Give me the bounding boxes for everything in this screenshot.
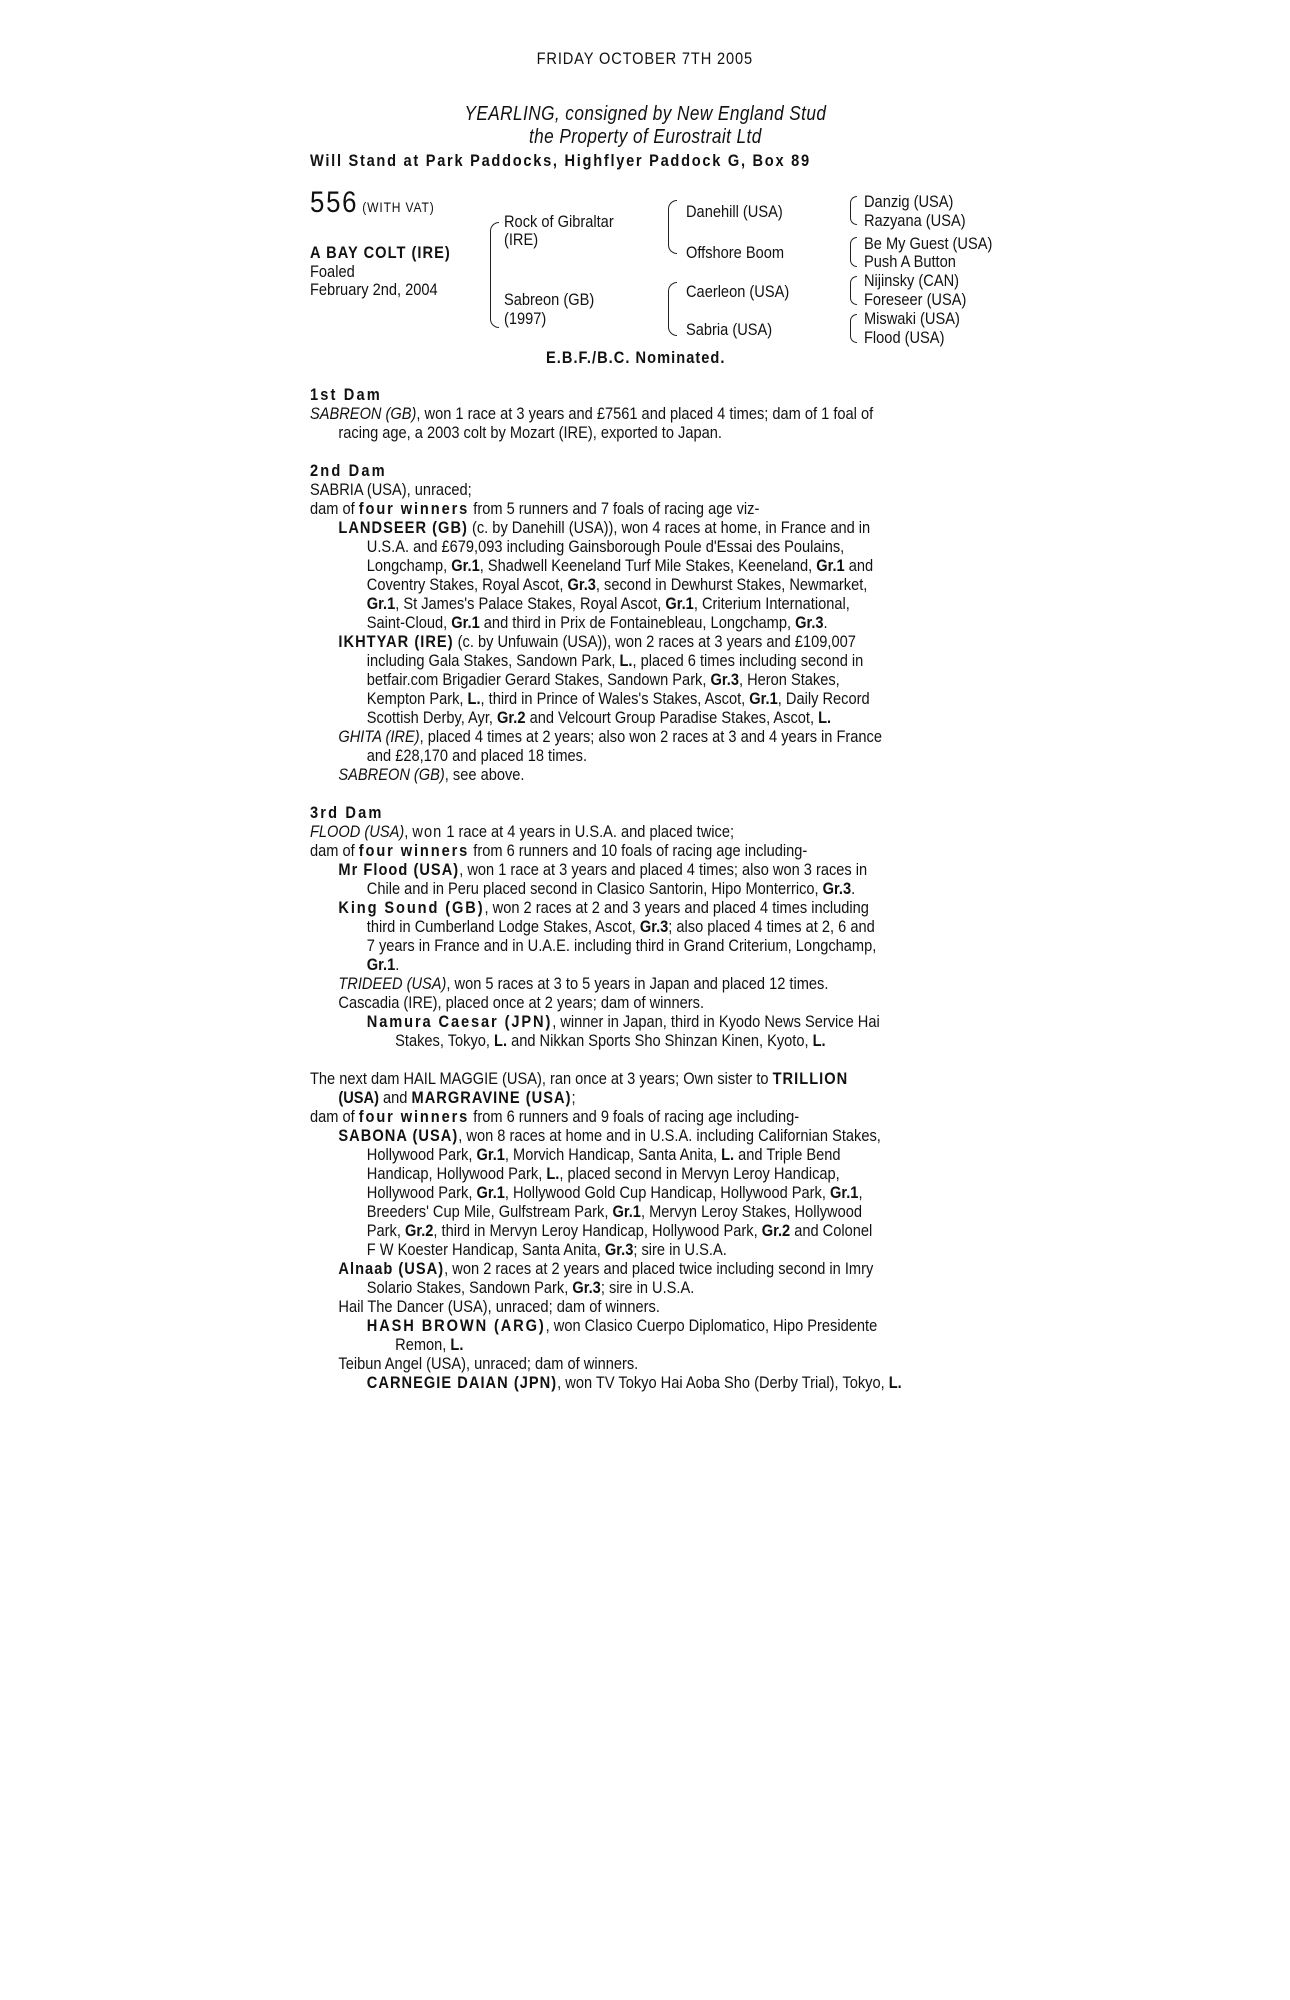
pedigree-sss: Danzig (USA) xyxy=(864,192,954,211)
king-line1: King Sound (GB), won 2 races at 2 and 3 years and placed 4 times including xyxy=(338,898,869,917)
second-dam-heading: 2nd Dam xyxy=(310,461,387,480)
vat-note: (WITH VAT) xyxy=(362,199,435,215)
owner-line: the Property of Eurostrait Ltd xyxy=(528,126,762,148)
pedigree-brace-4b xyxy=(850,237,857,267)
landseer-line6: Saint-Cloud, Gr.1 and third in Prix de Fontainebleau, Longchamp, Gr.3. xyxy=(366,613,828,632)
pedigree-brace-4c xyxy=(850,276,857,305)
pedigree-brace-main xyxy=(490,222,499,328)
namura-line1: Namura Caesar (JPN), winner in Japan, third in Kyodo News Service Hai xyxy=(366,1012,880,1031)
sabona-line4: Hollywood Park, Gr.1, Hollywood Gold Cup Handicap, Hollywood Park, Gr.1, xyxy=(366,1183,863,1202)
consignor-line: YEARLING, consigned by New England Stud xyxy=(464,103,826,125)
pedigree-sire-sire: Danehill (USA) xyxy=(686,202,783,221)
foaled-date: February 2nd, 2004 xyxy=(310,280,438,299)
third-dam-line1: FLOOD (USA), won 1 race at 4 years in U.S.A. and placed twice; xyxy=(310,822,735,841)
pedigree-sire-country: (IRE) xyxy=(504,230,539,249)
pedigree-dds: Miswaki (USA) xyxy=(864,309,960,328)
pedigree-brace-4d xyxy=(850,314,857,343)
ghita-line2: and £28,170 and placed 18 times. xyxy=(366,746,588,765)
catalogue-body xyxy=(310,385,1000,1392)
cascadia-line: Cascadia (IRE), placed once at 2 years; dam of winners. xyxy=(338,993,705,1012)
sabona-line1: SABONA (USA), won 8 races at home and in U.S.A. including Californian Stakes, xyxy=(338,1126,881,1145)
mrflood-line2: Chile and in Peru placed second in Clasico Santorin, Hipo Monterrico, Gr.3. xyxy=(366,879,856,898)
sabona-line2: Hollywood Park, Gr.1, Morvich Handicap, Santa Anita, L. and Triple Bend xyxy=(366,1145,841,1164)
first-dam-line2: racing age, a 2003 colt by Mozart (IRE), exported to Japan. xyxy=(338,423,722,442)
consignment-info xyxy=(0,103,1290,149)
ikhtyar-line5: Scottish Derby, Ayr, Gr.2 and Velcourt Group Paradise Stakes, Ascot, L. xyxy=(366,708,832,727)
ikhtyar-line1: IKHTYAR (IRE) (c. by Unfuwain (USA)), won 2 races at 3 years and £109,007 xyxy=(338,632,856,651)
hash-line1: HASH BROWN (ARG), won Clasico Cuerpo Diplomatico, Hipo Presidente xyxy=(366,1316,878,1335)
first-dam-heading: 1st Dam xyxy=(310,385,382,404)
alnaab-line2: Solario Stakes, Sandown Park, Gr.3; sire in U.S.A. xyxy=(366,1278,695,1297)
pedigree-dam-dam: Sabria (USA) xyxy=(686,320,773,339)
pedigree-sire-dam: Offshore Boom xyxy=(686,243,785,262)
sabona-line6: Park, Gr.2, third in Mervyn Leroy Handicap, Hollywood Park, Gr.2 and Colonel xyxy=(366,1221,873,1240)
second-dam-line2: dam of four winners from 5 runners and 7 foals of racing age viz- xyxy=(310,499,760,518)
sabona-line5: Breeders' Cup Mile, Gulfstream Park, Gr.1, Mervyn Leroy Stakes, Hollywood xyxy=(366,1202,862,1221)
ikhtyar-line3: betfair.com Brigadier Gerard Stakes, Sandown Park, Gr.3, Heron Stakes, xyxy=(366,670,840,689)
king-line2: third in Cumberland Lodge Stakes, Ascot, Gr.3; also placed 4 times at 2, 6 and xyxy=(366,917,875,936)
sabona-line3: Handicap, Hollywood Park, L., placed second in Mervyn Leroy Handicap, xyxy=(366,1164,840,1183)
nomination-note: E.B.F./B.C. Nominated. xyxy=(546,348,726,367)
pedigree-ssd: Razyana (USA) xyxy=(864,211,966,230)
pedigree-sdd: Push A Button xyxy=(864,252,956,271)
king-line4: Gr.1. xyxy=(366,955,400,974)
namura-line2: Stakes, Tokyo, L. and Nikkan Sports Sho Shinzan Kinen, Kyoto, L. xyxy=(395,1031,826,1050)
teibun-line: Teibun Angel (USA), unraced; dam of winners. xyxy=(338,1354,639,1373)
sabreon-line: SABREON (GB), see above. xyxy=(338,765,525,784)
pedigree-dsd: Foreseer (USA) xyxy=(864,290,967,309)
lot-number: 556 xyxy=(310,186,359,219)
next-dam-line1: The next dam HAIL MAGGIE (USA), ran once at 3 years; Own sister to TRILLION xyxy=(310,1069,849,1088)
landseer-line5: Gr.1, St James's Palace Stakes, Royal Ascot, Gr.1, Criterium International, xyxy=(366,594,850,613)
alnaab-line1: Alnaab (USA), won 2 races at 2 years and placed twice including second in Imry xyxy=(338,1259,874,1278)
carnegie-line: CARNEGIE DAIAN (JPN), won TV Tokyo Hai Aoba Sho (Derby Trial), Tokyo, L. xyxy=(366,1373,902,1392)
landseer-line2: U.S.A. and £679,093 including Gainsborough Poule d'Essai des Poulains, xyxy=(366,537,845,556)
next-dam-line2: (USA) and MARGRAVINE (USA); xyxy=(338,1088,576,1107)
third-dam-line2: dam of four winners from 6 runners and 10 foals of racing age including- xyxy=(310,841,808,860)
sale-date: FRIDAY OCTOBER 7TH 2005 xyxy=(536,49,754,68)
lot-number-line xyxy=(310,186,435,219)
second-dam-line1: SABRIA (USA), unraced; xyxy=(310,480,472,499)
first-dam-line1: SABREON (GB), won 1 race at 3 years and £7561 and placed 4 times; dam of 1 foal of xyxy=(310,404,874,423)
horse-name: A BAY COLT (IRE) xyxy=(310,243,451,262)
landseer-line4: Coventry Stakes, Royal Ascot, Gr.3, second in Dewhurst Stakes, Newmarket, xyxy=(366,575,868,594)
ikhtyar-line2: including Gala Stakes, Sandown Park, L., placed 6 times including second in xyxy=(366,651,864,670)
ghita-line1: GHITA (IRE), placed 4 times at 2 years; also won 2 races at 3 and 4 years in France xyxy=(338,727,883,746)
foaled-label: Foaled xyxy=(310,262,355,281)
trideed-line: TRIDEED (USA), won 5 races at 3 to 5 years in Japan and placed 12 times. xyxy=(338,974,829,993)
ikhtyar-line4: Kempton Park, L., third in Prince of Wales's Stakes, Ascot, Gr.1, Daily Record xyxy=(366,689,870,708)
hash-line2: Remon, L. xyxy=(395,1335,464,1354)
landseer-line3: Longchamp, Gr.1, Shadwell Keeneland Turf Mile Stakes, Keeneland, Gr.1 and xyxy=(366,556,874,575)
hail-dancer-line: Hail The Dancer (USA), unraced; dam of winners. xyxy=(338,1297,660,1316)
pedigree-dss: Nijinsky (CAN) xyxy=(864,271,960,290)
pedigree-sire: Rock of Gibraltar xyxy=(504,212,614,231)
pedigree-brace-4a xyxy=(850,196,857,225)
sabona-line7: F W Koester Handicap, Santa Anita, Gr.3; sire in U.S.A. xyxy=(366,1240,727,1259)
pedigree-dam-sire: Caerleon (USA) xyxy=(686,282,790,301)
next-dam-line3: dam of four winners from 6 runners and 9 foals of racing age including- xyxy=(310,1107,800,1126)
pedigree-brace-sire xyxy=(668,200,677,254)
mrflood-line1: Mr Flood (USA), won 1 race at 3 years and placed 4 times; also won 3 races in xyxy=(338,860,868,879)
pedigree-ddd: Flood (USA) xyxy=(864,328,945,347)
third-dam-heading: 3rd Dam xyxy=(310,803,384,822)
pedigree-dam: Sabreon (GB) xyxy=(504,290,595,309)
pedigree-dam-year: (1997) xyxy=(504,309,547,328)
stand-location: Will Stand at Park Paddocks, Highflyer Paddock G, Box 89 xyxy=(310,151,811,170)
pedigree-sds: Be My Guest (USA) xyxy=(864,234,993,253)
pedigree-brace-dam xyxy=(668,282,677,336)
landseer-line1: LANDSEER (GB) (c. by Danehill (USA)), won 4 races at home, in France and in xyxy=(338,518,871,537)
king-line3: 7 years in France and in U.A.E. including third in Grand Criterium, Longchamp, xyxy=(366,936,877,955)
